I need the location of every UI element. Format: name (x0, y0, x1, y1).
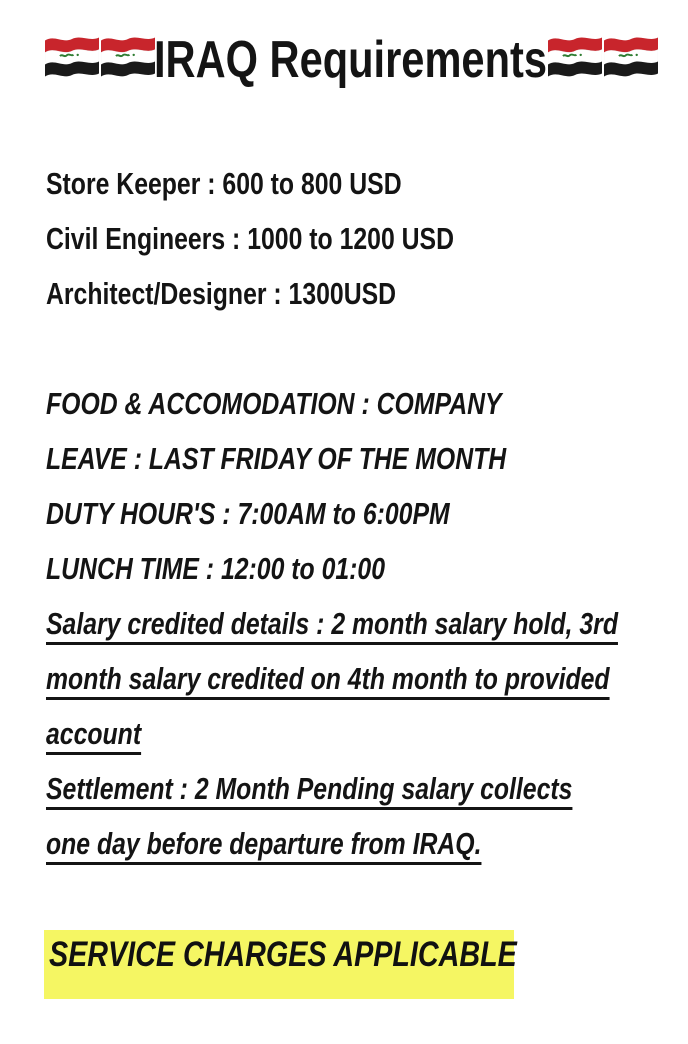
condition-line-food-accommodation: FOOD & ACCOMODATION : COMPANY (46, 386, 502, 421)
position-line-architect-designer: Architect/Designer : 1300USD (46, 276, 397, 311)
condition-line-leave: LEAVE : LAST FRIDAY OF THE MONTH (46, 441, 507, 476)
position-line-store-keeper: Store Keeper : 600 to 800 USD (46, 166, 402, 201)
iraq-flag-icon (45, 33, 99, 81)
settlement-note-line: one day before departure from IRAQ. (46, 826, 482, 861)
condition-line-lunch-time: LUNCH TIME : 12:00 to 01:00 (46, 551, 386, 586)
iraq-flag-icon (548, 33, 602, 81)
salary-note-line: month salary credited on 4th month to provided (46, 661, 610, 696)
iraq-flag-icon (101, 33, 155, 81)
settlement-note-line: Settlement : 2 Month Pending salary collects (46, 771, 573, 806)
position-line-civil-engineers: Civil Engineers : 1000 to 1200 USD (46, 221, 454, 256)
iraq-flag-icon (604, 33, 658, 81)
salary-note-line: account (46, 716, 142, 751)
condition-line-duty-hours: DUTY HOUR'S : 7:00AM to 6:00PM (46, 496, 450, 531)
service-charges-text: SERVICE CHARGES APPLICABLE (49, 935, 517, 974)
salary-note-line: Salary credited details : 2 month salary hold, 3rd (46, 606, 618, 641)
service-charges-highlight (44, 930, 517, 999)
page-title: IRAQ Requirements (154, 31, 547, 89)
